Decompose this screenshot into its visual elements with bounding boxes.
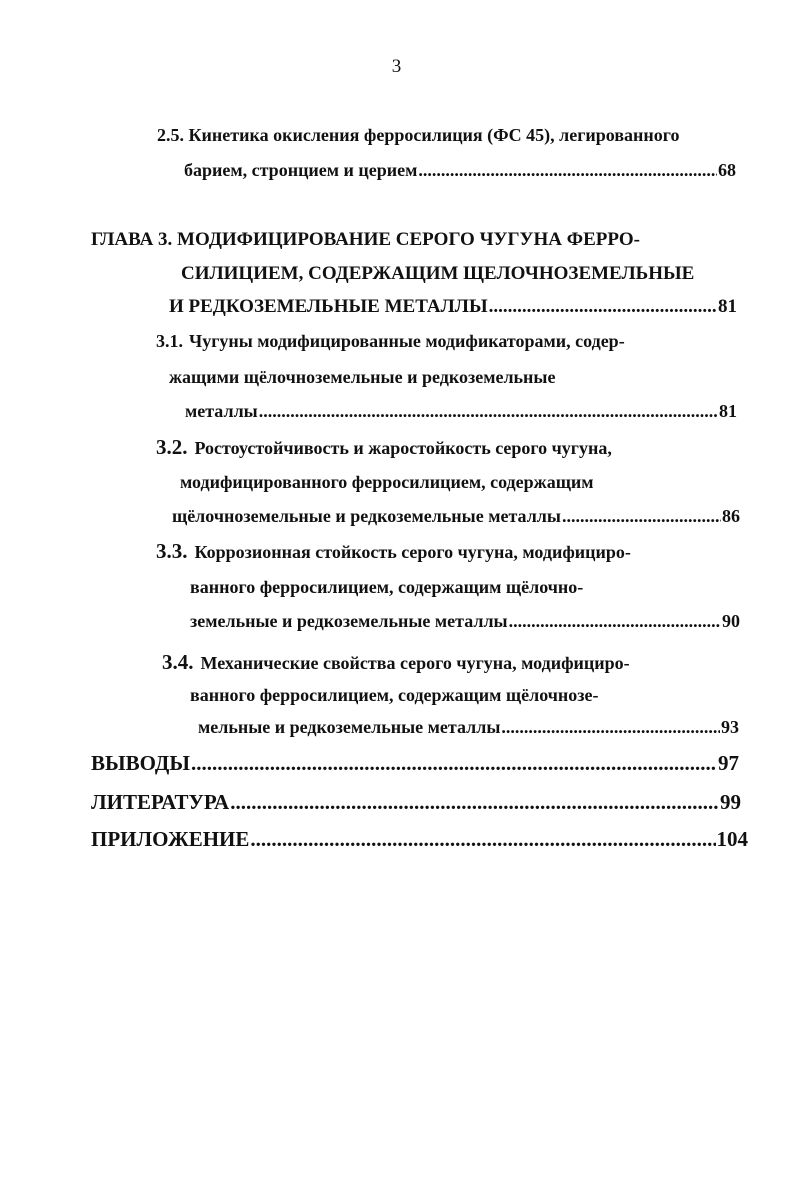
toc-entry-3-4-line-1: [162, 652, 630, 673]
toc-text: барием, стронцием и церием: [184, 160, 418, 180]
toc-entry-3-1-line-3: [185, 402, 737, 420]
leader-dots: [489, 297, 717, 316]
toc-text: металлы: [185, 401, 258, 421]
toc-entry-2-5-line-1: [157, 126, 680, 144]
leader-dots: [501, 718, 720, 736]
toc-text: модифицированного ферросилицием, содержащим: [180, 472, 594, 492]
toc-text: ВЫВОДЫ: [91, 751, 190, 775]
toc-page-number: 81: [718, 296, 737, 317]
leader-dots: [562, 507, 721, 525]
toc-entry-3-3-line-2: [190, 578, 583, 596]
leader-dots: [509, 612, 721, 630]
leader-dots: [418, 161, 717, 179]
toc-text: мельные и редкоземельные металлы: [198, 717, 501, 737]
toc-text: Механические свойства серого чугуна, модифициро-: [200, 653, 630, 673]
leader-dots: [259, 402, 718, 420]
toc-appendix: [91, 829, 748, 850]
leader-dots: [250, 829, 715, 850]
toc-entry-3-2-line-1: [156, 437, 612, 458]
toc-page-number: 99: [720, 790, 741, 814]
toc-page-number: 81: [719, 401, 737, 421]
toc-text: И РЕДКОЗЕМЕЛЬНЫЕ МЕТАЛЛЫ: [169, 296, 488, 317]
toc-page-number: 97: [718, 751, 739, 775]
toc-page-number: 86: [722, 506, 740, 526]
toc-section-number: 3.2.: [156, 435, 188, 459]
toc-literature: [91, 792, 741, 813]
toc-entry-3-2-line-3: [172, 507, 740, 525]
toc-text: Чугуны модифицированные модификаторами, содер-: [189, 331, 625, 351]
toc-page-number: 104: [716, 827, 748, 851]
toc-text: ПРИЛОЖЕНИЕ: [91, 827, 250, 851]
page-number: 3: [391, 56, 402, 77]
toc-text: 2.5. Кинетика окисления ферросилиция (ФС 45), легированного: [157, 125, 680, 145]
toc-text: Ростоустойчивость и жаростойкость серого чугуна,: [194, 438, 612, 458]
toc-chapter-3-line-2: [181, 264, 694, 283]
toc-page-number: 93: [721, 717, 739, 737]
toc-chapter-3-line-1: [91, 230, 640, 249]
leader-dots: [230, 792, 719, 813]
toc-chapter-3-line-3: [169, 297, 737, 316]
toc-section-number: 3.1.: [156, 331, 183, 351]
toc-entry-3-1-line-1: [156, 332, 625, 350]
toc-section-number: 3.4.: [162, 650, 194, 674]
toc-entry-3-3-line-3: [190, 612, 740, 630]
toc-entry-3-1-line-2: [169, 368, 555, 386]
toc-page-number: 90: [722, 611, 740, 631]
toc-text: СИЛИЦИЕМ, СОДЕРЖАЩИМ ЩЕЛОЧНОЗЕМЕЛЬНЫЕ: [181, 263, 695, 284]
toc-text: земельные и редкоземельные металлы: [190, 611, 508, 631]
toc-text: Коррозионная стойкость серого чугуна, модифициро-: [194, 542, 631, 562]
toc-conclusions: [91, 753, 739, 774]
toc-entry-3-4-line-3: [198, 718, 739, 736]
toc-text: жащими щёлочноземельные и редкоземельные: [169, 367, 556, 387]
leader-dots: [191, 753, 717, 774]
toc-text: ванного ферросилицием, содержащим щёлочнозе-: [190, 685, 599, 705]
toc-entry-3-2-line-2: [180, 473, 594, 491]
toc-text: ванного ферросилицием, содержащим щёлочно-: [190, 577, 584, 597]
toc-text: щёлочноземельные и редкоземельные металлы: [172, 506, 561, 526]
toc-entry-3-3-line-1: [156, 541, 631, 562]
toc-entry-3-4-line-2: [190, 686, 599, 704]
toc-text: ГЛАВА 3. МОДИФИЦИРОВАНИЕ СЕРОГО ЧУГУНА ФЕРРО-: [91, 229, 640, 250]
toc-section-number: 3.3.: [156, 539, 188, 563]
toc-page-number: 68: [718, 160, 736, 180]
toc-entry-2-5-line-2: [184, 161, 736, 179]
toc-text: ЛИТЕРАТУРА: [91, 790, 230, 814]
